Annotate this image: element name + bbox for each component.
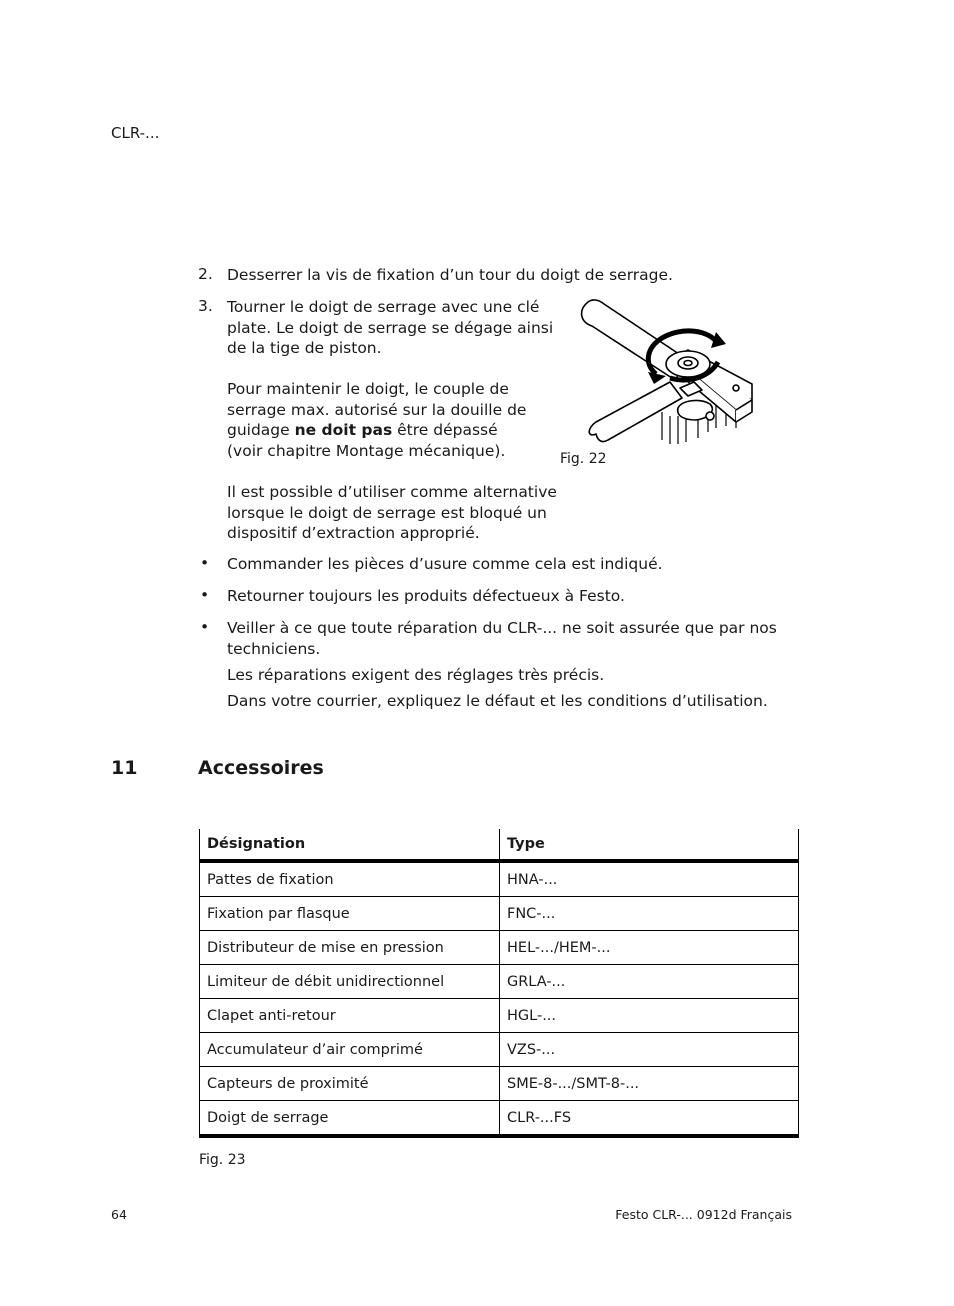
- cell-designation: Accumulateur d’air comprimé: [200, 1033, 500, 1067]
- text-run: guidage: [227, 421, 295, 439]
- text-line: lorsque le doigt de serrage est bloqué un: [227, 503, 547, 522]
- bullet-icon: •: [200, 618, 210, 636]
- note-text: Les réparations exigent des réglages très précis.: [227, 666, 605, 684]
- cell-type: HGL-...: [500, 999, 799, 1033]
- cell-type: FNC-...: [500, 897, 799, 931]
- step-number: 3.: [198, 297, 213, 315]
- section-number: 11: [111, 757, 138, 779]
- step-paragraph: [227, 482, 557, 544]
- bullet-text: Commander les pièces d’usure comme cela est indiqué.: [227, 555, 663, 573]
- table-row: [200, 1101, 799, 1137]
- section-title: Accessoires: [198, 757, 324, 779]
- table-row: [200, 999, 799, 1033]
- table-row: [200, 861, 799, 897]
- text-line: (voir chapitre Montage mécanique).: [227, 441, 506, 460]
- text-line: Veiller à ce que toute réparation du CLR-... ne soit assurée que par nos: [227, 619, 777, 637]
- cell-type: CLR-...FS: [500, 1101, 799, 1137]
- cell-type: VZS-...: [500, 1033, 799, 1067]
- cell-designation: Doigt de serrage: [200, 1101, 500, 1137]
- table-row: [200, 931, 799, 965]
- text-run: être dépassé: [392, 421, 498, 439]
- text-line: Il est possible d’utiliser comme alternative: [227, 483, 557, 501]
- cell-designation: Clapet anti-retour: [200, 999, 500, 1033]
- footer-doc-info: Festo CLR-... 0912d Français: [615, 1207, 792, 1222]
- cell-designation: Distributeur de mise en pression: [200, 931, 500, 965]
- figure-caption: Fig. 23: [199, 1152, 246, 1168]
- table-row: [200, 1033, 799, 1067]
- cell-type: HEL-.../HEM-...: [500, 931, 799, 965]
- text-line: Pour maintenir le doigt, le couple de: [227, 380, 509, 398]
- table-header-row: [200, 829, 799, 861]
- bullet-icon: •: [200, 554, 210, 572]
- text-line: plate. Le doigt de serrage se dégage ainsi: [227, 318, 554, 337]
- table-row: [200, 965, 799, 999]
- cell-designation: Fixation par flasque: [200, 897, 500, 931]
- figure-caption: Fig. 22: [560, 451, 607, 467]
- bullet-text: Retourner toujours les produits défectueux à Festo.: [227, 587, 625, 605]
- step-paragraph: [227, 379, 526, 461]
- cell-type: GRLA-...: [500, 965, 799, 999]
- step-paragraph: [227, 297, 553, 359]
- text-line: [227, 420, 526, 441]
- text-line: de la tige de piston.: [227, 339, 382, 357]
- cell-designation: Pattes de fixation: [200, 861, 500, 897]
- cell-type: SME-8-.../SMT-8-...: [500, 1067, 799, 1101]
- cell-designation: Limiteur de débit unidirectionnel: [200, 965, 500, 999]
- cell-designation: Capteurs de proximité: [200, 1067, 500, 1101]
- step-number: 2.: [198, 265, 213, 283]
- text-line: serrage max. autorisé sur la douille de: [227, 400, 527, 419]
- emphasis-text: ne doit pas: [294, 421, 393, 439]
- accessories-table: [199, 829, 799, 1138]
- step-text: Desserrer la vis de fixation d’un tour du doigt de serrage.: [227, 266, 673, 284]
- column-header-designation: Désignation: [200, 829, 500, 861]
- clamping-finger-wrench-illustration: [570, 292, 770, 452]
- note-text: Dans votre courrier, expliquez le défaut et les conditions d’utilisation.: [227, 692, 768, 710]
- table-row: [200, 897, 799, 931]
- page-number: 64: [111, 1207, 127, 1222]
- text-line: techniciens.: [227, 639, 321, 658]
- bullet-text: [227, 618, 827, 659]
- running-header: CLR-...: [111, 124, 160, 142]
- text-line: dispositif d’extraction approprié.: [227, 524, 480, 542]
- bullet-icon: •: [200, 586, 210, 604]
- text-line: Tourner le doigt de serrage avec une clé: [227, 298, 540, 316]
- table-row: [200, 1067, 799, 1101]
- cell-type: HNA-...: [500, 861, 799, 897]
- column-header-type: Type: [500, 829, 799, 861]
